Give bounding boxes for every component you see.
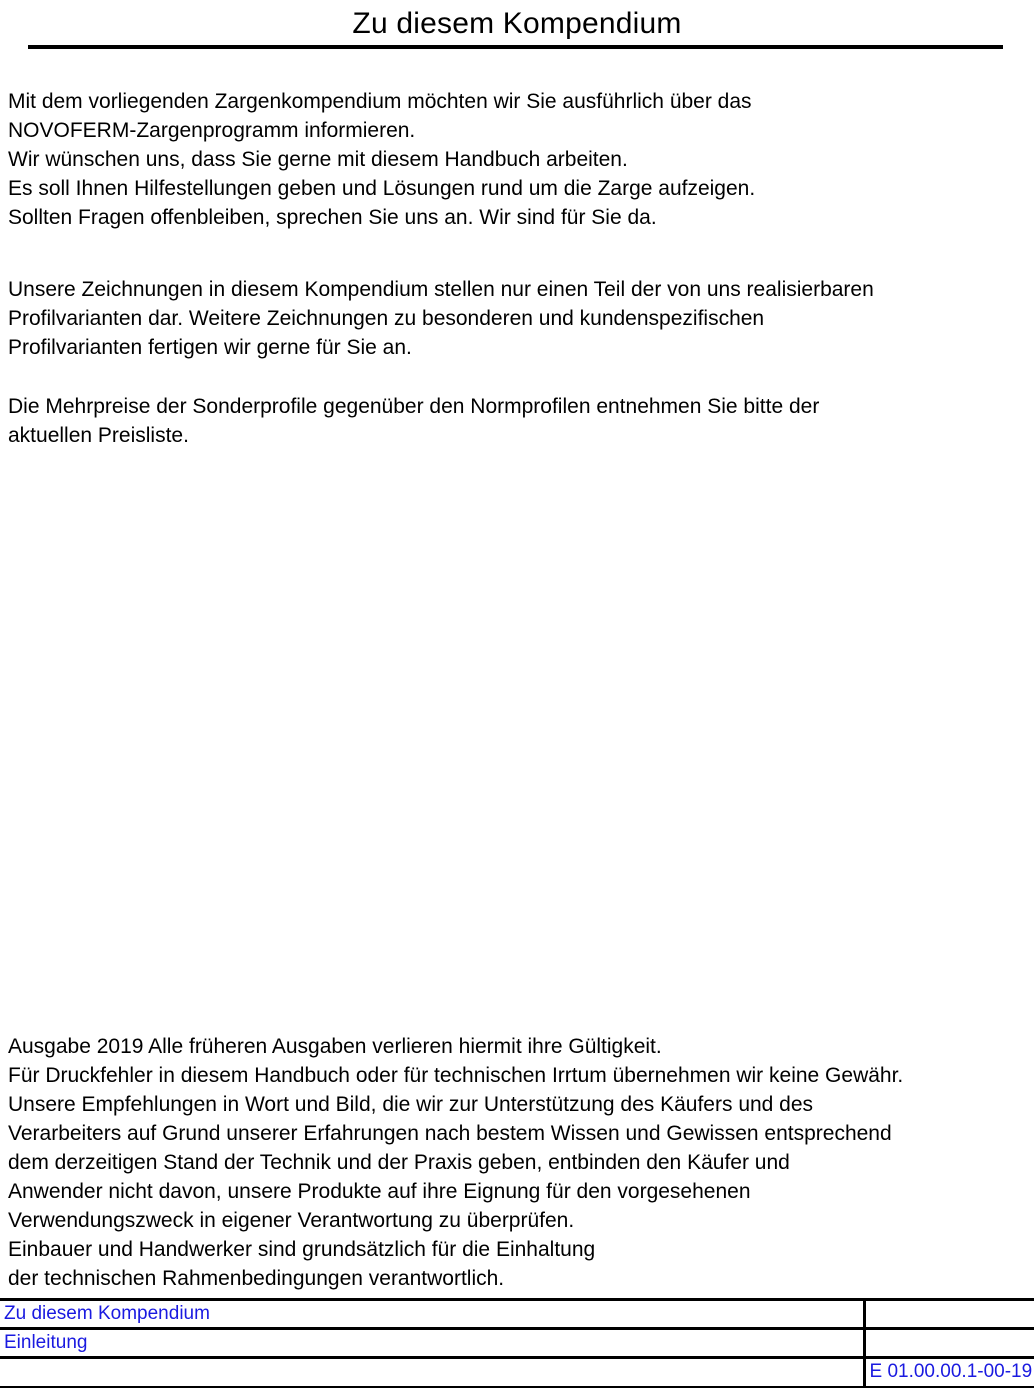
prices-paragraph-block xyxy=(8,392,1018,450)
intro-paragraph xyxy=(8,87,1018,232)
table-row xyxy=(0,1300,1034,1329)
title-divider-rule xyxy=(28,45,1003,49)
footer-cell-empty-3 xyxy=(0,1358,864,1387)
text-line: NOVOFERM-Zargenprogramm informieren. xyxy=(8,119,416,142)
text-line: Die Mehrpreise der Sonderprofile gegenüber den Normprofilen entnehmen Sie bitte der xyxy=(8,395,820,418)
text-line: Ausgabe 2019 Alle früheren Ausgaben verlieren hiermit ihre Gültigkeit. xyxy=(8,1035,662,1058)
text-line: Anwender nicht davon, unsere Produkte auf ihre Eignung für den vorgesehenen xyxy=(8,1180,751,1203)
footer-cell-empty-1 xyxy=(864,1300,1034,1329)
text-line: dem derzeitigen Stand der Technik und der Praxis geben, entbinden den Käufer und xyxy=(8,1151,790,1174)
prices-paragraph xyxy=(8,392,1018,450)
page-title: Zu diesem Kompendium xyxy=(352,7,682,40)
intro-paragraph-block xyxy=(8,87,1018,232)
text-line: Es soll Ihnen Hilfestellungen geben und Lösungen rund um die Zarge aufzeigen. xyxy=(8,177,756,200)
text-line: Sollten Fragen offenbleiben, sprechen Sie uns an. Wir sind für Sie da. xyxy=(8,206,657,229)
drawings-paragraph-block xyxy=(8,275,1018,362)
footer-cell-empty-2 xyxy=(864,1329,1034,1358)
text-line: Profilvarianten dar. Weitere Zeichnungen zu besonderen und kundenspezifischen xyxy=(8,307,765,330)
text-line: Mit dem vorliegenden Zargenkompendium möchten wir Sie ausführlich über das xyxy=(8,90,752,113)
text-line: Wir wünschen uns, dass Sie gerne mit diesem Handbuch arbeiten. xyxy=(8,148,628,171)
drawings-paragraph xyxy=(8,275,1018,362)
text-line: Profilvarianten fertigen wir gerne für Sie an. xyxy=(8,336,412,359)
table-row xyxy=(0,1358,1034,1387)
text-line: Einbauer und Handwerker sind grundsätzlich für die Einhaltung xyxy=(8,1238,596,1261)
table-row xyxy=(0,1329,1034,1358)
footer-chapter-title: Zu diesem Kompendium xyxy=(0,1300,864,1329)
legal-disclaimer-block xyxy=(8,1032,1018,1293)
text-line: Unsere Zeichnungen in diesem Kompendium stellen nur einen Teil der von uns realisierbaren xyxy=(8,278,874,301)
text-line: der technischen Rahmenbedingungen verantwortlich. xyxy=(8,1267,505,1290)
text-line: Unsere Empfehlungen in Wort und Bild, die wir zur Unterstützung des Käufers und des xyxy=(8,1093,814,1116)
footer-table xyxy=(0,1298,1034,1388)
footer-document-code: E 01.00.00.1-00-19 xyxy=(864,1358,1034,1387)
footer-section-title: Einleitung xyxy=(0,1329,864,1358)
legal-disclaimer-paragraph xyxy=(8,1032,1018,1293)
text-line: Für Druckfehler in diesem Handbuch oder für technischen Irrtum übernehmen wir keine Gewähr. xyxy=(8,1064,904,1087)
text-line: Verwendungszweck in eigener Verantwortung zu überprüfen. xyxy=(8,1209,575,1232)
text-line: aktuellen Preisliste. xyxy=(8,424,189,447)
text-line: Verarbeiters auf Grund unserer Erfahrungen nach bestem Wissen und Gewissen entsprechend xyxy=(8,1122,892,1145)
